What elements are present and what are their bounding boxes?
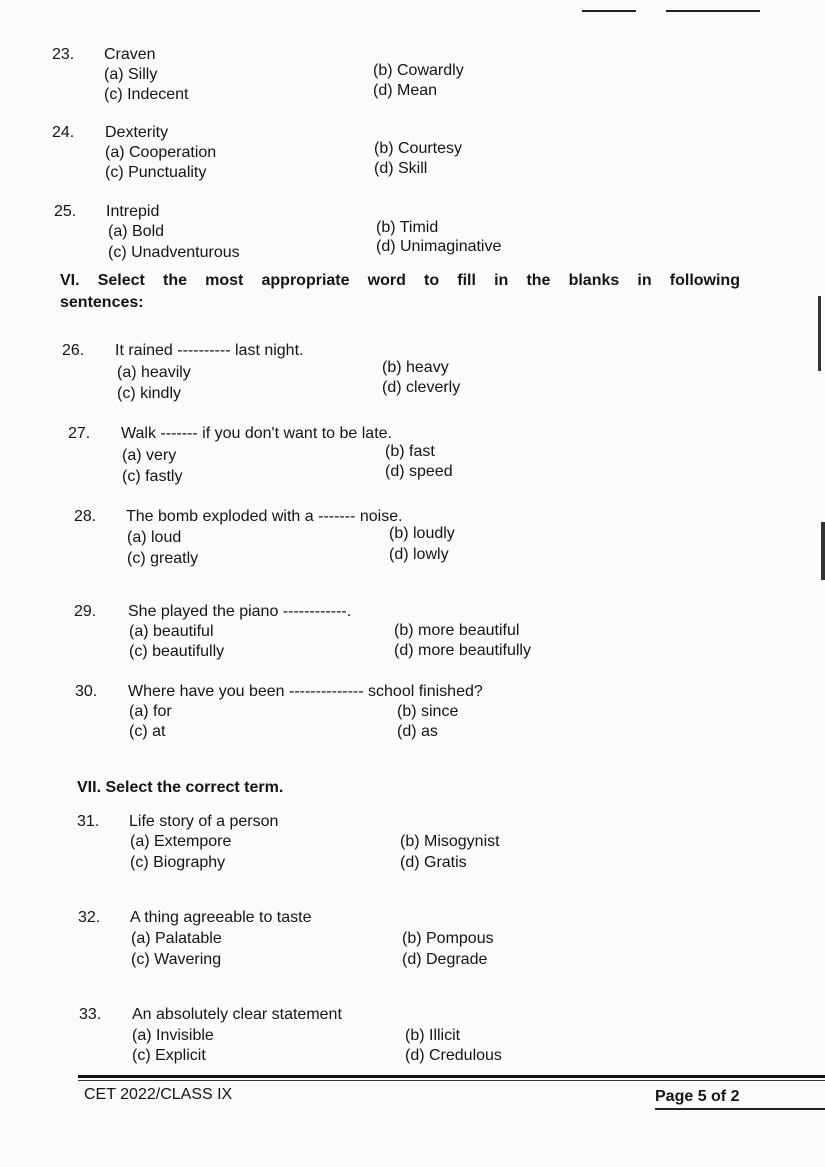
option-d: (d) Gratis: [400, 854, 467, 871]
question-stem: The bomb exploded with a ------- noise.: [126, 508, 403, 525]
question-number: 28.: [74, 508, 97, 525]
option-a: (a) Extempore: [130, 833, 232, 850]
option-c: (c) Unadventurous: [108, 244, 240, 261]
option-d: (d) Unimaginative: [376, 238, 502, 255]
question-stem: An absolutely clear statement: [132, 1006, 342, 1023]
heading-word: Select: [97, 272, 145, 289]
option-d: (d) Skill: [374, 160, 428, 177]
question-32: [78, 908, 798, 988]
scan-edge-mark: [821, 522, 825, 580]
option-b: (b) Courtesy: [374, 140, 463, 157]
option-a: (a) heavily: [117, 364, 191, 381]
question-number: 24.: [52, 124, 75, 141]
option-c: (c) greatly: [127, 550, 199, 567]
option-c: (c) fastly: [122, 468, 183, 485]
question-number: 29.: [74, 603, 97, 620]
option-c: (c) kindly: [117, 385, 182, 402]
heading-word: following: [669, 272, 740, 289]
question-number: 32.: [78, 909, 101, 926]
option-c: (c) beautifully: [129, 643, 225, 660]
option-a: (a) very: [122, 447, 177, 464]
option-a: (a) Silly: [104, 66, 158, 83]
question-stem: Intrepid: [106, 203, 160, 220]
heading-word: the: [526, 272, 551, 289]
footer-page-number: Page 5 of 2: [655, 1088, 740, 1105]
option-c: (c) Explicit: [132, 1047, 206, 1064]
option-b: (b) more beautiful: [394, 622, 520, 639]
option-a: (a) loud: [127, 529, 182, 546]
heading-word: appropriate: [261, 272, 350, 289]
option-b: (b) heavy: [382, 359, 449, 376]
heading-word: to: [424, 272, 440, 289]
question-28: [74, 507, 774, 587]
option-d: (d) more beautifully: [394, 642, 531, 659]
option-c: (c) Punctuality: [105, 164, 207, 181]
heading-word: word: [367, 272, 406, 289]
option-d: (d) cleverly: [382, 379, 461, 396]
footer-rule: [78, 1075, 825, 1078]
option-a: (a) Bold: [108, 223, 165, 240]
option-d: (d) Credulous: [405, 1047, 502, 1064]
footer-rule: [78, 1080, 825, 1081]
option-b: (b) Timid: [376, 219, 439, 236]
question-23: [52, 45, 752, 125]
option-c: (c) Wavering: [131, 951, 222, 968]
heading-word: VI.: [60, 272, 80, 289]
footer-underline: [655, 1108, 825, 1110]
question-stem: A thing agreeable to taste: [130, 909, 312, 926]
question-stem: Walk ------- if you don't want to be late.: [121, 425, 392, 442]
option-a: (a) Invisible: [132, 1027, 214, 1044]
option-b: (b) loudly: [389, 525, 455, 542]
question-number: 33.: [79, 1006, 102, 1023]
question-number: 31.: [77, 813, 100, 830]
heading-word: in: [637, 272, 652, 289]
question-26: [62, 341, 762, 421]
question-number: 26.: [62, 342, 85, 359]
question-number: 30.: [75, 683, 98, 700]
option-a: (a) for: [129, 703, 172, 720]
heading-word: most: [205, 272, 244, 289]
question-stem: She played the piano ------------.: [128, 603, 352, 620]
question-27: [68, 424, 768, 504]
option-b: (b) since: [397, 703, 459, 720]
question-number: 25.: [54, 203, 77, 220]
question-stem: It rained ---------- last night.: [115, 342, 304, 359]
footer-exam-code: CET 2022/CLASS IX: [84, 1086, 233, 1103]
question-stem: Dexterity: [105, 124, 169, 141]
option-a: (a) beautiful: [129, 623, 214, 640]
top-rule: [582, 10, 636, 12]
question-number: 23.: [52, 46, 75, 63]
option-d: (d) speed: [385, 463, 453, 480]
question-stem: Where have you been -------------- school finished?: [128, 683, 483, 700]
option-a: (a) Palatable: [131, 930, 222, 947]
option-c: (c) at: [129, 723, 166, 740]
question-33: [79, 1005, 799, 1075]
heading-word: fill: [457, 272, 476, 289]
option-d: (d) Mean: [373, 82, 438, 99]
heading-word: blanks: [568, 272, 620, 289]
section-heading-line1: [60, 270, 740, 292]
heading-word: the: [162, 272, 187, 289]
option-b: (b) fast: [385, 443, 435, 460]
option-c: (c) Indecent: [104, 86, 189, 103]
option-c: (c) Biography: [130, 854, 226, 871]
question-29: [74, 602, 794, 682]
question-30: [75, 682, 795, 762]
heading-word: in: [494, 272, 509, 289]
top-rule: [666, 10, 760, 12]
option-d: (d) Degrade: [402, 951, 488, 968]
option-d: (d) as: [397, 723, 438, 740]
section-heading-vi: [60, 270, 740, 314]
question-31: [77, 812, 797, 892]
option-b: (b) Pompous: [402, 930, 494, 947]
option-b: (b) Misogynist: [400, 833, 500, 850]
option-b: (b) Illicit: [405, 1027, 461, 1044]
question-number: 27.: [68, 425, 91, 442]
question-stem: Craven: [104, 46, 156, 63]
section-heading-vii: VII. Select the correct term.: [77, 779, 284, 796]
option-d: (d) lowly: [389, 546, 449, 563]
question-24: [52, 123, 752, 203]
option-a: (a) Cooperation: [105, 144, 217, 161]
scan-edge-mark: [818, 296, 821, 371]
question-stem: Life story of a person: [129, 813, 279, 830]
section-heading-line2: sentences:: [60, 294, 144, 311]
option-b: (b) Cowardly: [373, 62, 464, 79]
